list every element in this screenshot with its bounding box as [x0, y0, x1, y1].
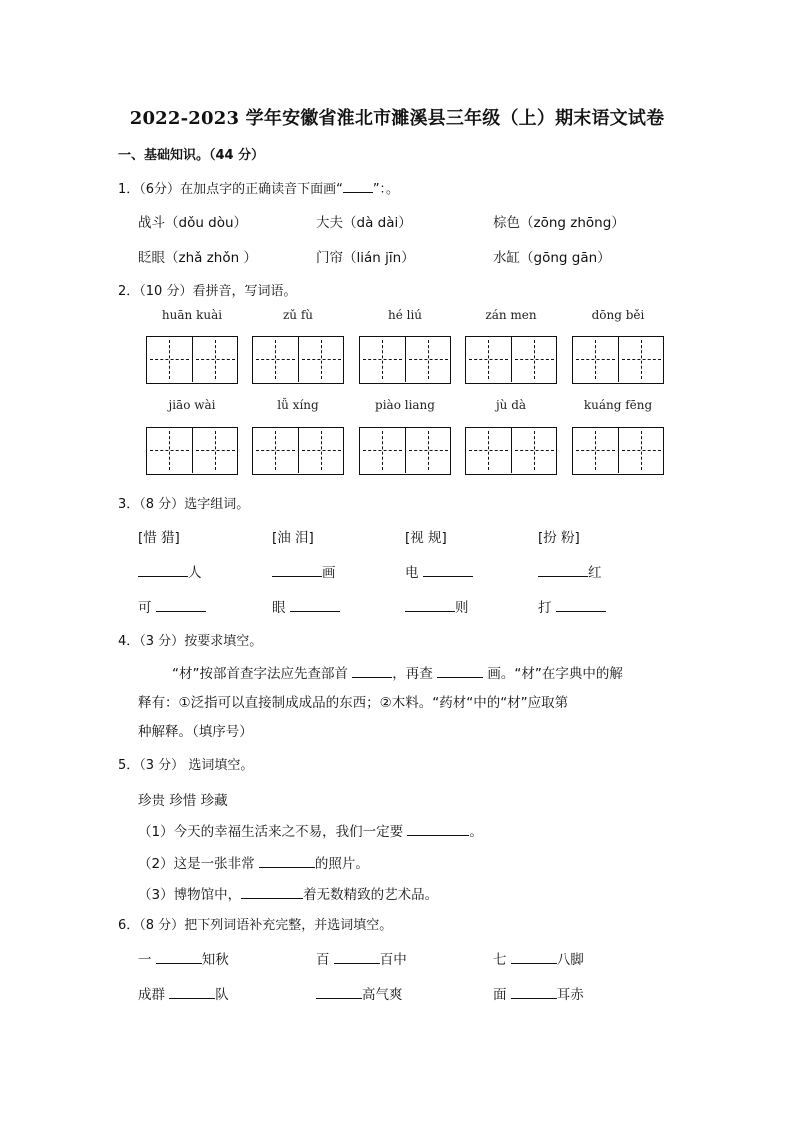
page-title: 2022-2023 学年安徽省淮北市濉溪县三年级（上）期末语文试卷 [129, 108, 665, 129]
grid-cell[interactable] [299, 337, 344, 382]
fill-sentence: （3）博物馆中， 着无数精致的艺术品。 [138, 887, 439, 903]
question-number: 6． [118, 918, 140, 933]
answer-blank[interactable] [241, 886, 303, 899]
grid-cell[interactable] [573, 337, 619, 382]
question-text: 把下列词语补充完整，并选词填空。 [184, 918, 393, 933]
answer-blank[interactable] [423, 564, 473, 577]
answer-blank[interactable] [169, 986, 215, 999]
question-1 [118, 178, 399, 197]
char-group: [扮 粉] [538, 530, 580, 546]
reading-item: 门帘（lián jīn） [316, 250, 415, 266]
question-4-line-2: 释有：①泛指可以直接制成成品的东西；②木料。“药材“中的“材”应取第 [138, 695, 569, 711]
word-blank-item: 电 [405, 561, 473, 581]
grid-cell[interactable] [573, 428, 619, 473]
writing-grid[interactable] [359, 336, 451, 384]
question-score: （10 分） [139, 284, 193, 299]
grid-cell[interactable] [253, 337, 299, 382]
pinyin-label: jù dà [495, 398, 527, 412]
question-score: （3 分） [139, 758, 185, 773]
idiom-blank-item: 七 八脚 [493, 952, 584, 968]
answer-blank[interactable] [272, 564, 322, 577]
grid-cell[interactable] [466, 428, 512, 473]
question-4-line-1: “材”按部首查字法应先查部首 ，再查 画。“材”在字典中的解 [172, 666, 623, 682]
idiom-blank-item: 高气爽 [316, 983, 403, 1003]
question-text: 选词填空。 [184, 758, 254, 773]
question-number: 2． [118, 284, 140, 299]
answer-blank[interactable] [156, 599, 206, 612]
grid-cell[interactable] [512, 428, 557, 473]
reading-item: 眨眼（zhǎ zhǒn ） [138, 250, 257, 266]
grid-cell[interactable] [360, 428, 406, 473]
question-2 [118, 280, 296, 299]
grid-cell[interactable] [466, 337, 512, 382]
answer-blank[interactable] [156, 951, 202, 964]
question-score: （3 分） [139, 634, 185, 649]
word-blank-item: 红 [538, 561, 602, 581]
grid-cell[interactable] [147, 337, 193, 382]
question-4 [118, 630, 262, 649]
answer-blank[interactable] [259, 855, 315, 868]
word-blank-item: 画 [272, 561, 336, 581]
question-4-line-3: 种解释。（填序号） [138, 724, 253, 740]
writing-grid[interactable] [465, 427, 557, 475]
pinyin-label: dōng běi [591, 308, 645, 322]
word-blank-item: 打 [538, 596, 606, 616]
answer-blank[interactable] [334, 951, 380, 964]
reading-item: 棕色（zōng zhōng） [493, 215, 625, 231]
char-group: [油 泪] [272, 530, 314, 546]
answer-blank[interactable] [405, 599, 455, 612]
question-number: 5． [118, 758, 140, 773]
fill-sentence: （2）这是一张非常 的照片。 [138, 856, 369, 872]
question-score: （8 分） [139, 497, 185, 512]
word-blank-item: 人 [138, 561, 202, 581]
grid-cell[interactable] [512, 337, 557, 382]
grid-cell[interactable] [147, 428, 193, 473]
pinyin-label: zǔ fù [282, 308, 314, 322]
char-group: [惜 猎] [138, 530, 180, 546]
idiom-blank-item: 百 百中 [316, 952, 407, 968]
word-blank-item: 则 [405, 596, 469, 616]
grid-cell[interactable] [193, 428, 238, 473]
pinyin-label: hé liú [387, 308, 423, 322]
grid-cell[interactable] [193, 337, 238, 382]
pinyin-label: piào liang [375, 398, 435, 412]
question-6 [118, 914, 392, 933]
reading-item: 大夫（dà dài） [316, 215, 412, 231]
pinyin-label: huān kuài [161, 308, 223, 322]
char-group: [视 规] [405, 530, 447, 546]
word-blank-item: 可 [138, 596, 206, 616]
answer-blank[interactable] [511, 986, 557, 999]
word-blank-item: 眼 [272, 596, 340, 616]
question-number: 3． [118, 497, 140, 512]
idiom-blank-item: 面 耳赤 [493, 987, 584, 1003]
word-choices: 珍贵 珍惜 珍藏 [138, 793, 228, 809]
grid-cell[interactable] [406, 428, 451, 473]
writing-grid[interactable] [146, 336, 238, 384]
question-text: 看拼音，写词语。 [192, 284, 297, 299]
question-text: 选字组词。 [184, 497, 250, 512]
question-text: 在加点字的正确读音下面画“ [180, 182, 343, 197]
answer-blank[interactable] [556, 599, 606, 612]
grid-cell[interactable] [360, 337, 406, 382]
writing-grid[interactable] [465, 336, 557, 384]
writing-grid[interactable] [146, 427, 238, 475]
reading-item: 水缸（gōng gān） [493, 250, 611, 266]
answer-blank[interactable] [290, 599, 340, 612]
grid-cell[interactable] [406, 337, 451, 382]
question-text-end: ”：。 [372, 182, 400, 197]
writing-grid[interactable] [572, 427, 664, 475]
writing-grid[interactable] [359, 427, 451, 475]
question-3 [118, 493, 249, 512]
answer-blank[interactable] [538, 564, 588, 577]
writing-grid[interactable] [252, 336, 344, 384]
grid-cell[interactable] [619, 428, 664, 473]
answer-blank[interactable] [407, 823, 469, 836]
question-5 [118, 754, 253, 773]
answer-blank[interactable] [352, 665, 392, 678]
section-heading: 一、基础知识。（44 分） [118, 148, 265, 163]
grid-cell[interactable] [253, 428, 299, 473]
writing-grid[interactable] [572, 336, 664, 384]
question-number: 1． [118, 182, 140, 197]
idiom-blank-item: 一 知秋 [138, 952, 229, 968]
question-score: （8 分） [139, 918, 185, 933]
pinyin-label: jiāo wài [168, 398, 216, 412]
question-text: 按要求填空。 [184, 634, 263, 649]
pinyin-label: zán men [485, 308, 537, 322]
grid-cell[interactable] [299, 428, 344, 473]
reading-item: 战斗（dǒu dòu） [138, 215, 248, 231]
idiom-blank-item: 成群 队 [138, 987, 229, 1003]
answer-blank[interactable] [138, 564, 188, 577]
pinyin-label: lǚ xíng [277, 398, 319, 412]
question-number: 4． [118, 634, 140, 649]
fill-sentence: （1）今天的幸福生活来之不易，我们一定要 。 [138, 824, 483, 840]
answer-blank[interactable] [343, 180, 373, 193]
question-score: （6分） [139, 182, 181, 197]
answer-blank[interactable] [437, 665, 483, 678]
answer-blank[interactable] [316, 986, 362, 999]
grid-cell[interactable] [619, 337, 664, 382]
writing-grid[interactable] [252, 427, 344, 475]
answer-blank[interactable] [511, 951, 557, 964]
pinyin-label: kuáng fēng [583, 398, 653, 412]
